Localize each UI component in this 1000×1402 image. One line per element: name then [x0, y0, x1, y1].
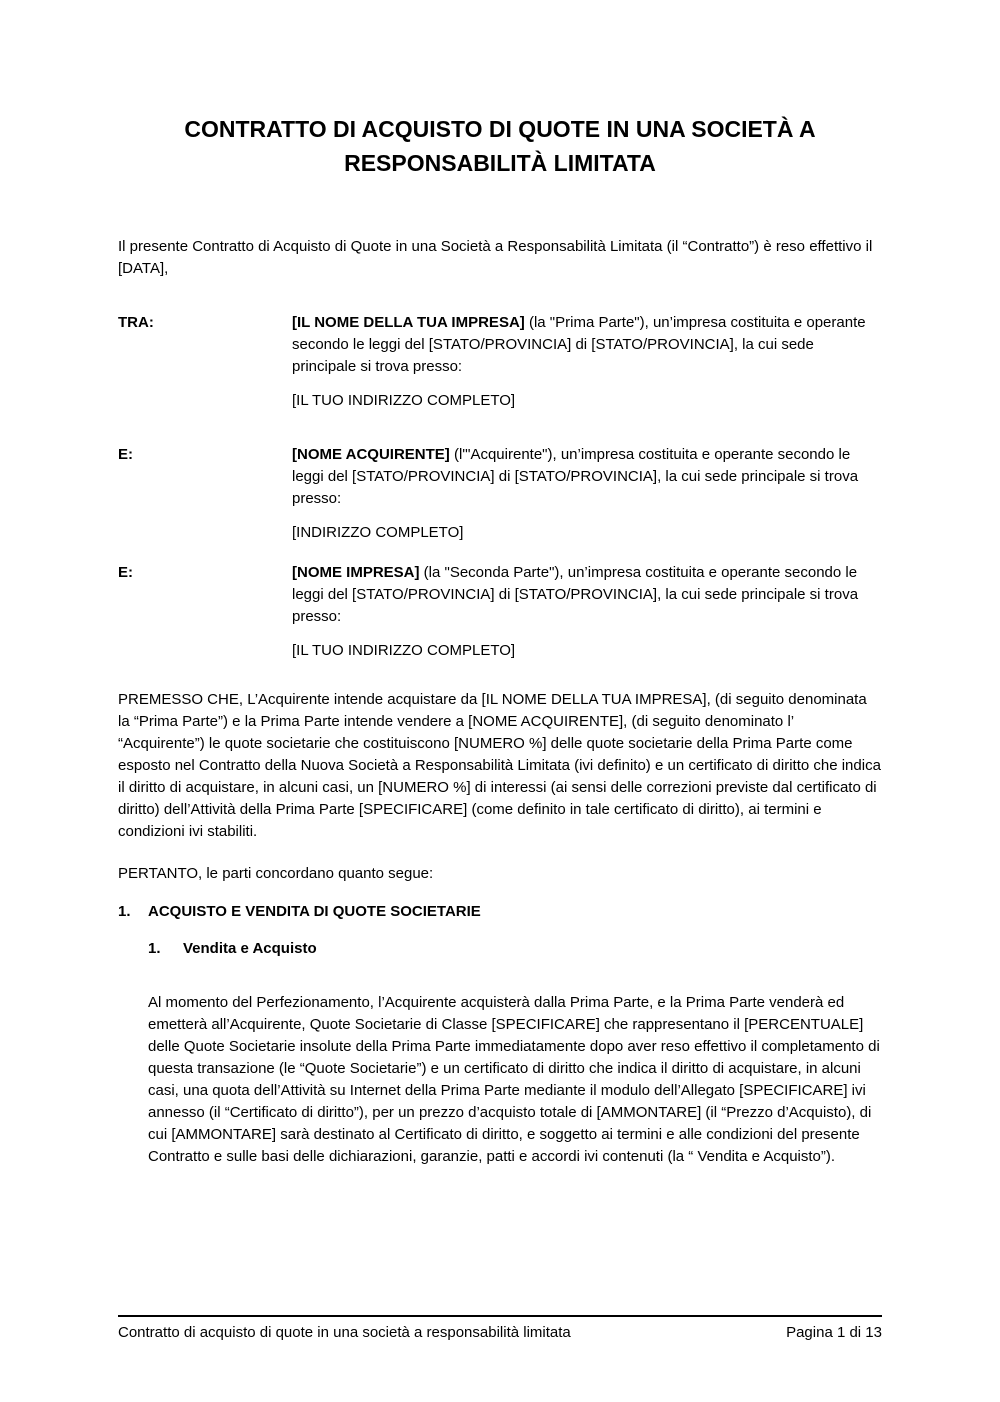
subsection-heading-text: Vendita e Acquisto: [183, 940, 317, 957]
party-body: [292, 312, 882, 412]
section-heading-text: ACQUISTO E VENDITA DI QUOTE SOCIETARIE: [148, 903, 481, 920]
section-number: 1.: [118, 903, 131, 920]
party-body: [292, 444, 882, 544]
intro-paragraph: Il presente Contratto di Acquisto di Quote in una Società a Responsabilità Limitata (il “Contratto”) è reso effettivo il [DATA],: [118, 238, 873, 277]
premesso-paragraph: PREMESSO CHE, L’Acquirente intende acquistare da [IL NOME DELLA TUA IMPRESA], (di seguito denominata la “Prima Parte”) e la Prima Parte intende vendere a [NOME ACQUIRENTE], (di seguito denominato l’ “Acquirente”) le quote societarie che costituiscono [NUMERO %] delle quote societarie della Prima Parte come esposto nel Contratto della Nuova Società a Responsabilità Limitata (ivi definito) e un certificato di diritto che indica il diritto di acquistare, in alcuni casi, un [NUMERO %] di interessi (ai sensi delle correzioni previste dal certificato di diritto) dell’Attività della Prima Parte [SPECIFICARE] (come definito in tale certificato di diritto), ai termini e condizioni ivi stabiliti.: [118, 691, 881, 840]
section-heading: [118, 901, 882, 923]
party-label: E:: [118, 564, 133, 581]
party-block-e2: [118, 562, 882, 662]
footer-page-number: Pagina 1 di 13: [786, 1324, 882, 1341]
party-description-paragraph: [292, 444, 882, 510]
party-name: [NOME IMPRESA]: [292, 564, 420, 581]
party-name: [NOME ACQUIRENTE]: [292, 446, 450, 463]
party-address: [INDIRIZZO COMPLETO]: [292, 524, 464, 541]
party-address: [IL TUO INDIRIZZO COMPLETO]: [292, 392, 516, 409]
party-label: TRA:: [118, 314, 154, 331]
footer-document-name: Contratto di acquisto di quote in una società a responsabilità limitata: [118, 1324, 571, 1341]
party-address: [IL TUO INDIRIZZO COMPLETO]: [292, 642, 516, 659]
party-label: E:: [118, 446, 133, 463]
party-description-paragraph: [292, 312, 882, 378]
party-description: (la "Prima Parte"), un’impresa costituita e operante secondo le leggi del [STATO/PROVINCIA] di [STATO/PROVINCIA], la cui sede principale si trova presso:: [292, 314, 866, 375]
party-name: [IL NOME DELLA TUA IMPRESA]: [292, 314, 525, 331]
party-description: (la "Seconda Parte"), un’impresa costituita e operante secondo le leggi del [STATO/PROVINCIA] di [STATO/PROVINCIA], la cui sede principale si trova presso:: [292, 564, 859, 625]
page-footer: [118, 1315, 882, 1344]
subsection-number: 1.: [148, 940, 161, 957]
party-block-tra: [118, 312, 882, 412]
document-page: [0, 112, 1000, 1402]
section-body-paragraph: Al momento del Perfezionamento, l’Acquirente acquisterà dalla Prima Parte, e la Prima Parte venderà ed emetterà all’Acquirente, Quote Societarie di Classe [SPECIFICARE] che rappresentano il [PERCENTUALE] delle Quote Societarie insolute della Prima Parte immediatamente dopo aver reso effettivo il completamento di questa transazione (le “Quote Societarie”) e un certificato di diritto che indica il diritto di acquistare, in alcuni casi, una quota dell’Attività su Internet della Prima Parte mediante il modulo dell’Allegato [SPECIFICARE] ivi annesso (il “Certificato di diritto”), per un prezzo d’acquisto totale di [AMMONTARE] (il “Prezzo d’Acquisto), di cui [AMMONTARE] sarà destinato al Certificato di diritto, e soggetto ai termini e alle condizioni del presente Contratto e sulle basi delle dichiarazioni, garanzie, patti e accordi ivi contenuti (la “ Vendita e Acquisto”).: [148, 994, 880, 1165]
document-title: CONTRATTO DI ACQUISTO DI QUOTE IN UNA SOCIETÀ A RESPONSABILITÀ LIMITATA: [184, 116, 816, 176]
subsection-heading: [148, 938, 882, 960]
party-description: (l'"Acquirente"), un’impresa costituita e operante secondo le leggi del [STATO/PROVINCIA] di [STATO/PROVINCIA], la cui sede principale si trova presso:: [292, 446, 859, 507]
pertanto-paragraph: PERTANTO, le parti concordano quanto segue:: [118, 865, 434, 882]
party-description-paragraph: [292, 562, 882, 628]
party-body: [292, 562, 882, 662]
party-block-e1: [118, 444, 882, 544]
